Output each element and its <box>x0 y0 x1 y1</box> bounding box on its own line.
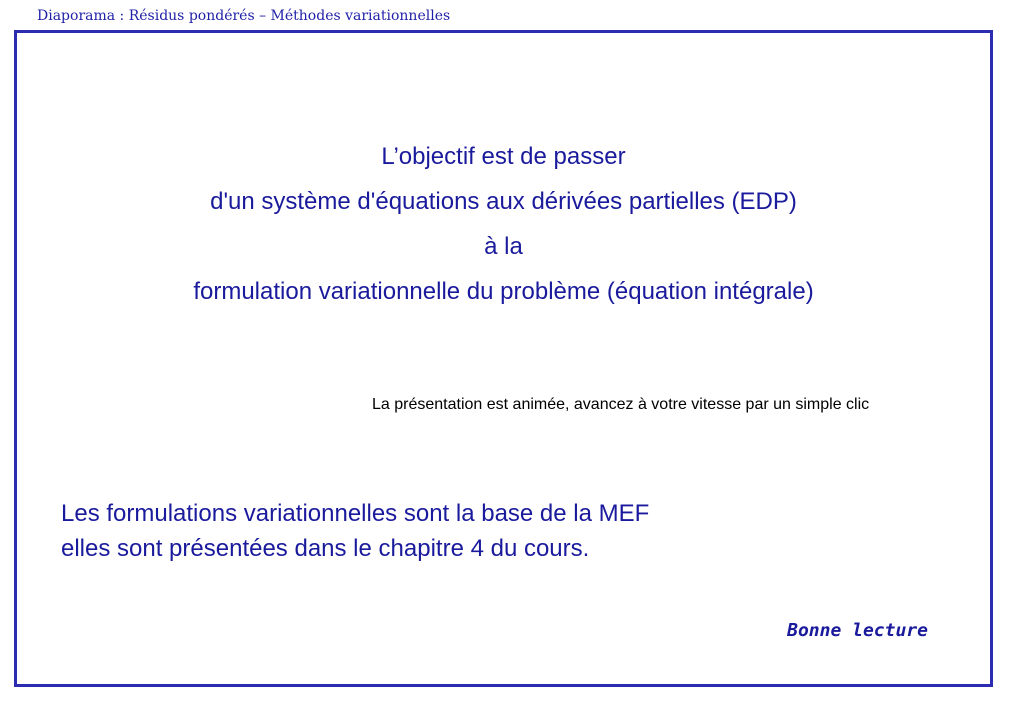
objective-line: formulation variationnelle du problème (équation intégrale) <box>193 278 814 305</box>
objective-line: L’objectif est de passer <box>381 143 626 170</box>
animation-note: La présentation est animée, avancez à votre vitesse par un simple clic <box>372 396 870 413</box>
mef-block <box>61 496 649 566</box>
slide-header-title: Diaporama : Résidus pondérés – Méthodes variationnelles <box>37 8 451 24</box>
objective-line: à la <box>484 233 523 260</box>
mef-line: Les formulations variationnelles sont la base de la MEF <box>61 500 650 527</box>
objective-block <box>14 134 993 314</box>
closing-text: Bonne lecture <box>787 620 928 641</box>
slide-frame <box>14 30 993 687</box>
mef-line: elles sont présentées dans le chapitre 4 du cours. <box>61 535 590 562</box>
objective-line: d'un système d'équations aux dérivées partielles (EDP) <box>210 188 797 215</box>
